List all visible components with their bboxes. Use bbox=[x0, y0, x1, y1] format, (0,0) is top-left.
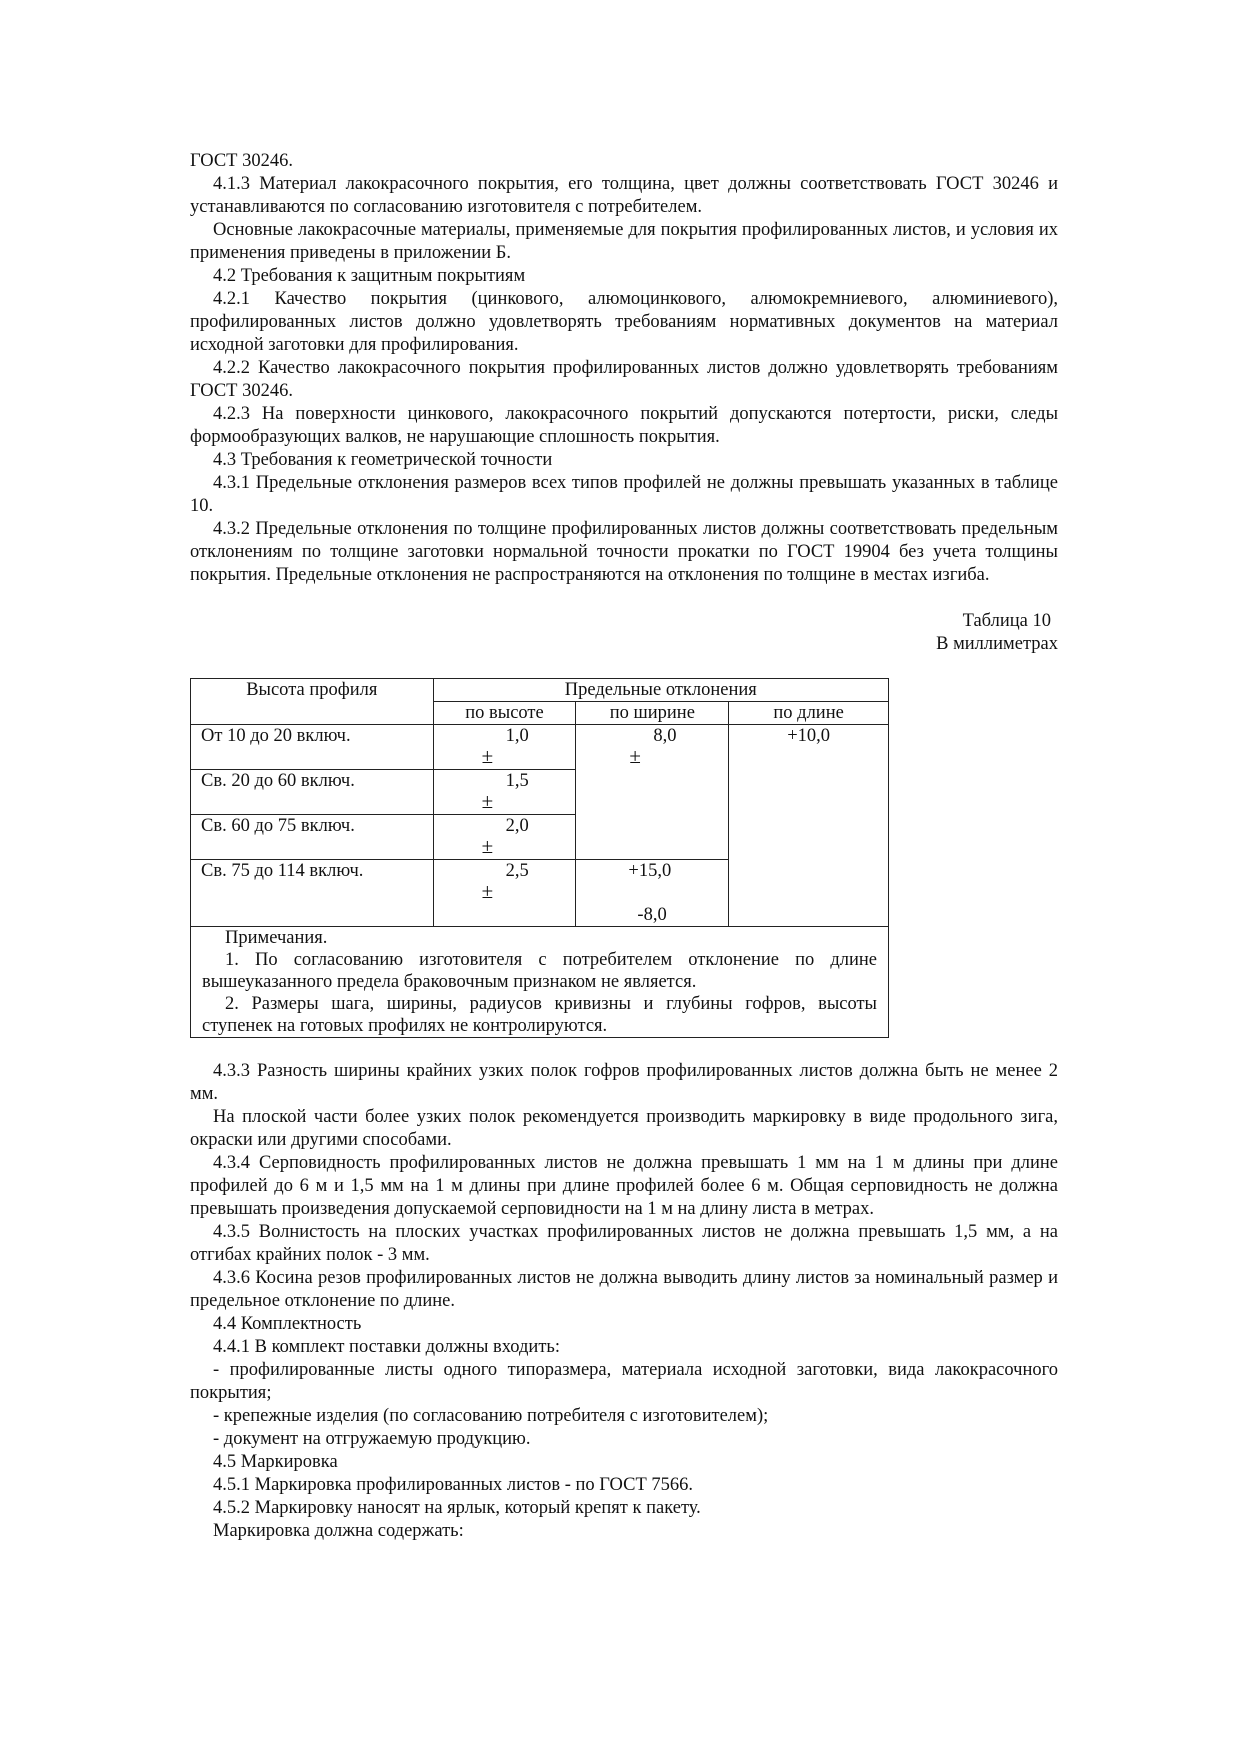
paragraph: Основные лакокрасочные материалы, применяемые для покрытия профилированных листов, и условия их применения приведены в приложении Б. bbox=[190, 220, 1058, 263]
paragraph: На плоской части более узких полок рекомендуется производить маркировку в виде продольного зига, окраски или другими способами. bbox=[190, 1107, 1058, 1150]
section-heading: 4.2 Требования к защитным покрытиям bbox=[213, 266, 526, 286]
plus-minus-sign: ± bbox=[629, 744, 641, 768]
section-heading: 4.4 Комплектность bbox=[213, 1314, 362, 1334]
length-deviation-cell: +10,0 bbox=[729, 725, 889, 927]
width-deviation-plus: +15,0 bbox=[628, 861, 672, 881]
table-units: В миллиметрах bbox=[936, 634, 1058, 654]
notes-cell bbox=[191, 927, 889, 1038]
plus-minus-sign: ± bbox=[481, 879, 494, 903]
table-header-row bbox=[191, 679, 889, 702]
list-item: - профилированные листы одного типоразмера, материала исходной заготовки, вида лакокрасочного покрытия; bbox=[190, 1360, 1058, 1403]
header-profile-height: Высота профиля bbox=[191, 679, 434, 725]
paragraph: 4.5.2 Маркировку наносят на ярлык, который крепят к пакету. bbox=[213, 1498, 701, 1518]
plus-minus-sign: ± bbox=[481, 789, 494, 813]
paragraph: 4.3.4 Серповидность профилированных листов не должна превышать 1 мм на 1 м длины при длине профилей до 6 м и 1,5 мм на 1 м длины при длине профилей более 6 м. Общая серповидность не должна превышать произведения допускаемой серповидности на 1 м на длину листа в метрах. bbox=[190, 1153, 1058, 1219]
table-row bbox=[191, 725, 889, 770]
height-deviation-cell bbox=[433, 860, 576, 927]
row-label: Св. 60 до 75 включ. bbox=[191, 815, 434, 860]
height-deviation-cell bbox=[433, 725, 576, 770]
header-deviations: Предельные отклонения bbox=[433, 679, 888, 702]
table-notes-row bbox=[191, 927, 889, 1038]
paragraph: 4.3.3 Разность ширины крайних узких полок гофров профилированных листов должна быть не менее 2 мм. bbox=[190, 1061, 1058, 1104]
width-deviation-minus: -8,0 bbox=[637, 905, 667, 925]
paragraph: 4.3.2 Предельные отклонения по толщине профилированных листов должны соответствовать предельным отклонениям по толщине заготовки нормальной точности прокатки по ГОСТ 19904 без учета толщины покрытия. Предельные отклонения не распространяются на отклонения по толщине в местах изгиба. bbox=[190, 519, 1058, 585]
height-deviation-cell bbox=[433, 815, 576, 860]
width-deviation-cell bbox=[576, 725, 729, 860]
paragraph: 4.2.2 Качество лакокрасочного покрытия профилированных листов должно удовлетворять требованиям ГОСТ 30246. bbox=[190, 358, 1058, 401]
subheader-by-length: по длине bbox=[729, 702, 889, 725]
row-label: Св. 75 до 114 включ. bbox=[191, 860, 434, 927]
plus-minus-sign: ± bbox=[481, 744, 494, 768]
paragraphs-after-table bbox=[190, 1060, 1058, 1543]
table-caption: Таблица 10 bbox=[962, 611, 1051, 631]
section-heading: 4.3 Требования к геометрической точности bbox=[213, 450, 553, 470]
note-item: 1. По согласованию изготовителя с потребителем отклонение по длине вышеуказанного предела браковочным признаком не является. bbox=[202, 950, 877, 992]
height-deviation-cell bbox=[433, 770, 576, 815]
height-deviation-value: 2,5 bbox=[505, 861, 529, 881]
row-label: От 10 до 20 включ. bbox=[191, 725, 434, 770]
paragraph: 4.5.1 Маркировка профилированных листов - по ГОСТ 7566. bbox=[213, 1475, 693, 1495]
paragraph: 4.3.1 Предельные отклонения размеров всех типов профилей не должны превышать указанных в таблице 10. bbox=[190, 473, 1058, 516]
paragraph: 4.3.6 Косина резов профилированных листов не должна выводить длину листов за номинальный размер и предельное отклонение по длине. bbox=[190, 1268, 1058, 1311]
height-deviation-value: 2,0 bbox=[505, 816, 529, 836]
paragraph: 4.2.3 На поверхности цинкового, лакокрасочного покрытий допускаются потертости, риски, следы формообразующих валков, не нарушающие сплошность покрытия. bbox=[190, 404, 1058, 447]
paragraph: ГОСТ 30246. bbox=[190, 151, 293, 171]
width-deviation-cell bbox=[576, 860, 729, 927]
document-page bbox=[190, 150, 1058, 1543]
paragraph: 4.3.5 Волнистость на плоских участках профилированных листов не должна превышать 1,5 мм, а на отгибах крайних полок - 3 мм. bbox=[190, 1222, 1058, 1265]
deviation-table bbox=[190, 678, 889, 1038]
paragraph: 4.1.3 Материал лакокрасочного покрытия, его толщина, цвет должны соответствовать ГОСТ 30246 и устанавливаются по согласованию изготовителя с потребителем. bbox=[190, 174, 1058, 217]
subheader-by-width: по ширине bbox=[576, 702, 729, 725]
plus-minus-sign: ± bbox=[481, 834, 494, 858]
notes-title: Примечания. bbox=[225, 928, 328, 948]
section-heading: 4.5 Маркировка bbox=[213, 1452, 338, 1472]
width-deviation-value: 8,0 bbox=[653, 726, 677, 746]
paragraph: 4.2.1 Качество покрытия (цинкового, алюмоцинкового, алюмокремниевого, алюминиевого), профилированных листов должно удовлетворять требованиям нормативных документов на материал исходной заготовки для профилирования. bbox=[190, 289, 1058, 355]
paragraph: Маркировка должна содержать: bbox=[213, 1521, 464, 1541]
row-label: Св. 20 до 60 включ. bbox=[191, 770, 434, 815]
height-deviation-value: 1,5 bbox=[505, 771, 529, 791]
list-item: - документ на отгружаемую продукцию. bbox=[213, 1429, 531, 1449]
note-item: 2. Размеры шага, ширины, радиусов кривизны и глубины гофров, высоты ступенек на готовых профилях не контролируются. bbox=[202, 994, 877, 1036]
table-caption-block bbox=[190, 610, 1058, 656]
height-deviation-value: 1,0 bbox=[505, 726, 529, 746]
subheader-by-height: по высоте bbox=[433, 702, 576, 725]
list-item: - крепежные изделия (по согласованию потребителя с изготовителем); bbox=[213, 1406, 769, 1426]
paragraph: 4.4.1 В комплект поставки должны входить: bbox=[213, 1337, 560, 1357]
